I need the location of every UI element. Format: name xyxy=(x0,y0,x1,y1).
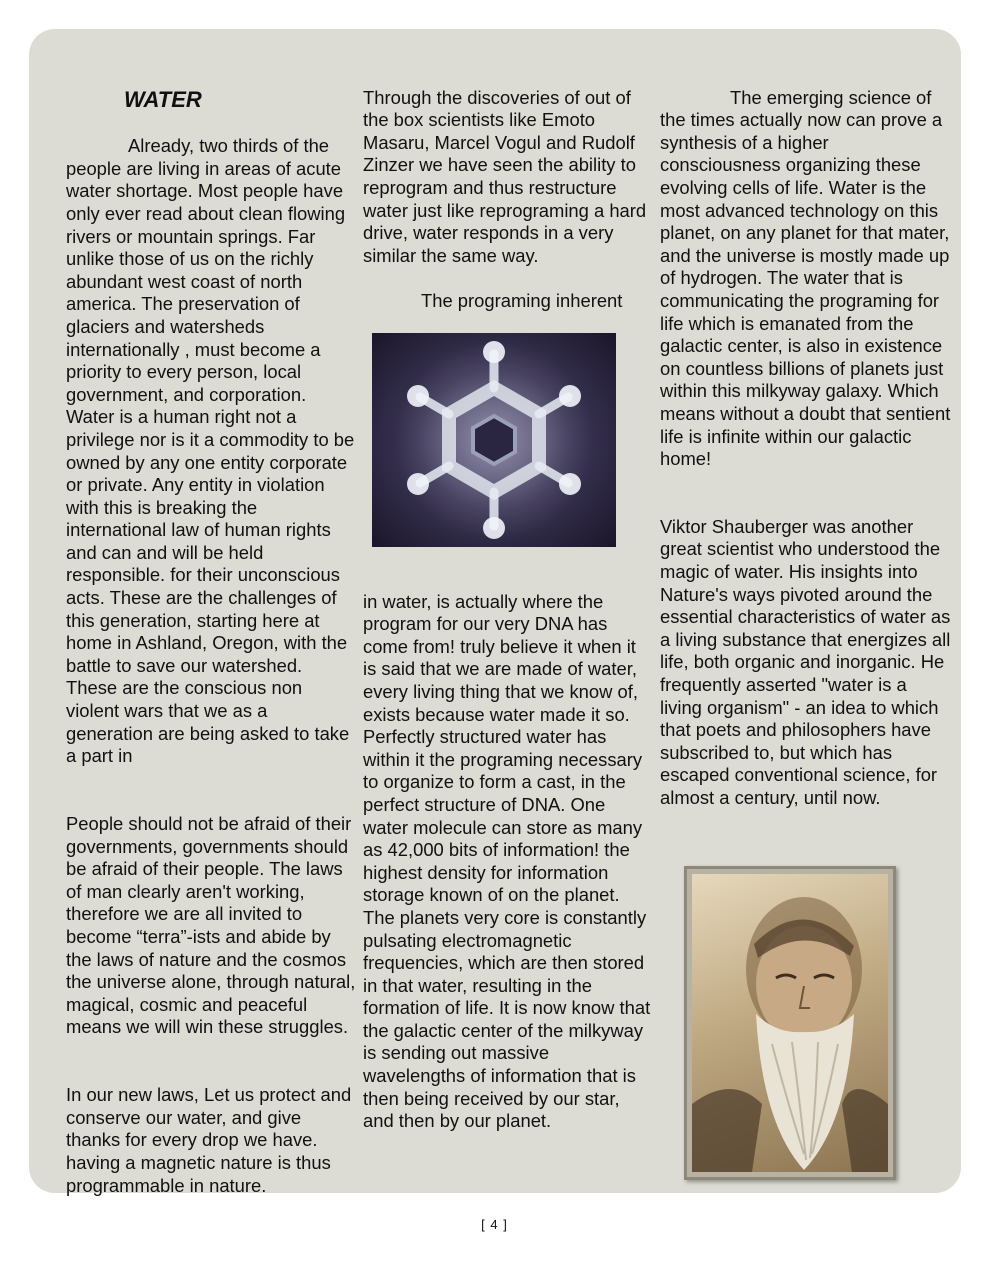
column-3-paragraph-2: Viktor Shauberger was another great scientist who understood the magic of water. His insights into Nature's ways pivoted around the essential characteristics of water as a living substance that energizes all life, both organic and inorganic. He frequently asserted "water is a living organism" - an idea to which that poets and philosophers have subscribed to, but which has escaped conventional science, for almost a century, until now. xyxy=(660,515,951,808)
column-1-paragraph-2: People should not be afraid of their governments, governments should be afraid of their people. The laws of man clearly aren't working, therefore we are all invited to become “terra”-ists and abide by the laws of nature and the cosmos the universe alone, through natural, magical, cosmic and peaceful means we will win these struggles. xyxy=(66,813,356,1038)
portrait-frame xyxy=(684,866,896,1180)
column-2-paragraph-2-end: in water, is actually where the program for our very DNA has come from! truly believe it when it is said that we are made of water, every living thing that we know of, exists because water made it so. Perfectly structured water has within it the programing necessary to organize to form a cast, in the perfect structure of DNA. One water molecule can store as many as 42,000 bits of information! the highest density for information storage known of on the planet. The planets very core is constantly pulsating electromagnetic frequencies, which are then stored in that water, resulting in the formation of life. It is now know that the galactic center of the milkyway is sending out massive wavelengths of information that is then being received by our star, and then by our planet. xyxy=(363,590,651,1132)
column-2-paragraph-1: Through the discoveries of out of the box scientists like Emoto Masaru, Marcel Vogul and Rudolf Zinzer we have seen the ability to reprogram and thus restructure water just like reprograming a hard drive, water responds in a very similar the same way. xyxy=(363,86,647,266)
snowflake-crystal-icon xyxy=(372,333,616,547)
column-1-paragraph-1: Already, two thirds of the people are living in areas of acute water shortage. Most people have only ever read about clean flowing rivers or mountain springs. Far unlike those of us on the richly abundant west coast of north america. The preservation of glaciers and watersheds internationally , must become a priority to every person, local government, and corporation. Water is a human right not a privilege nor is it a commodity to be owned by any one entity corporate or private. Any entity in violation with this is breaking the international law of human rights and can and will be held responsible. for their unconscious acts. These are the challenges of this generation, starting here at home in Ashland, Oregon, with the battle to save our watershed. These are the conscious non violent wars that we as a generation are being asked to take a part in xyxy=(66,135,355,767)
page-number: [ 4 ] xyxy=(481,1217,508,1232)
snowflake-crystal-image xyxy=(372,333,616,547)
column-2 xyxy=(363,64,653,335)
column-1 xyxy=(66,64,356,1220)
column-2-continued xyxy=(363,568,653,1155)
article-title: WATER xyxy=(124,86,202,112)
portrait-photo xyxy=(692,874,888,1172)
column-3 xyxy=(660,64,952,832)
column-1-paragraph-3: In our new laws, Let us protect and conserve our water, and give thanks for every drop we have. having a magnetic nature is thus programmable in nature. xyxy=(66,1084,352,1196)
column-3-paragraph-1: The emerging science of the times actually now can prove a synthesis of a higher consciousness organizing these evolving cells of life. Water is the most advanced technology on this planet, on any planet for that mater, and the universe is mostly made up of hydrogen. The water that is communicating the programing for life which is emanated from the galactic center, is also in existence on countless billions of planets just within this milkyway galaxy. Which means without a doubt that sentient life is infinite within our galactic home! xyxy=(660,86,951,470)
column-2-paragraph-2-start: The programing inherent xyxy=(421,289,623,311)
bearded-man-portrait-icon xyxy=(692,874,888,1172)
